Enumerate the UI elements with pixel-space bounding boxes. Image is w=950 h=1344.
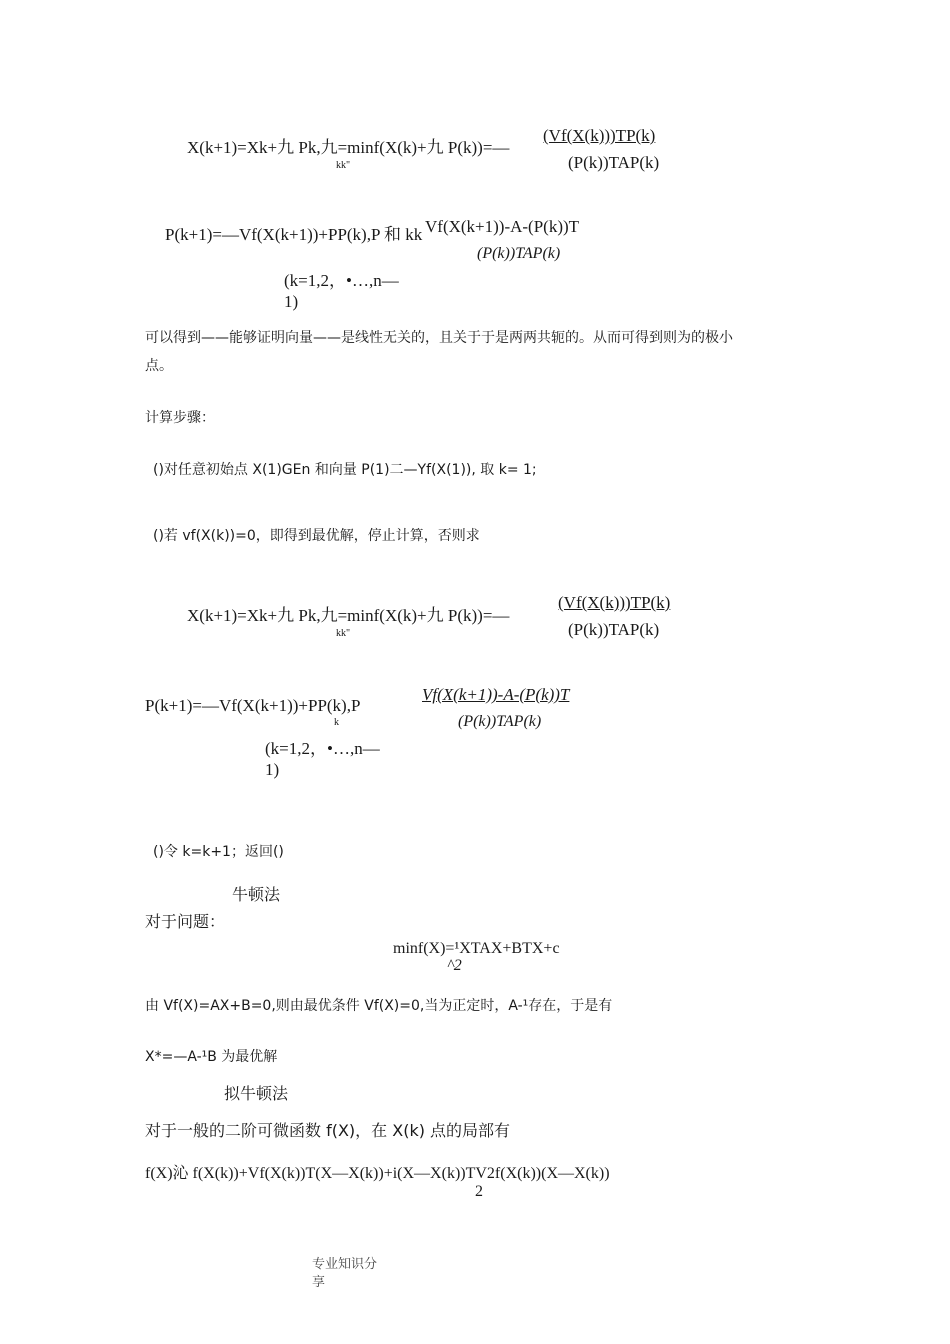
step-1: ()对任意初始点 X(1)GEn 和向量 P(1)二—Yf(X(1)), 取 k= 1; bbox=[153, 462, 537, 478]
equation-x-update-1: X(k+1)=Xk+九 Pk,九=minf(X(k)+九 P(k))=— bbox=[187, 138, 510, 157]
newton-line-1: 由 Vf(X)=AX+B=0,则由最优条件 Vf(X)=0,当为正定时，A-¹存在，于是有 bbox=[145, 998, 613, 1014]
steps-title: 计算步骤： bbox=[145, 410, 215, 426]
equation-x-update-2: X(k+1)=Xk+九 Pk,九=minf(X(k)+九 P(k))=— bbox=[187, 606, 510, 625]
quasi-newton-heading: 拟牛顿法 bbox=[224, 1084, 289, 1103]
problem-intro: 对于问题： bbox=[145, 912, 226, 931]
fraction-denominator-2: (P(k))TAP(k) bbox=[568, 620, 660, 639]
step-2: ()若 vf(X(k))=0，即得到最优解，停止计算，否则求 bbox=[153, 528, 480, 544]
newton-heading: 牛顿法 bbox=[232, 885, 281, 904]
taylor-equation: f(X)沁 f(X(k))+Vf(X(k))T(X—X(k))+i(X—X(k))TV2f(X(k))(X—X(k)) bbox=[145, 1165, 610, 1182]
equation-subscript-2: kk" bbox=[336, 628, 351, 639]
index-range-line-4: 1) bbox=[265, 760, 280, 779]
fraction-numerator-2: (Vf(X(k)))TP(k) bbox=[558, 593, 671, 612]
footer-line-2: 享 bbox=[312, 1275, 326, 1290]
equation-subscript-1: kk" bbox=[336, 160, 351, 171]
p-fraction-numerator-2: Vf(X(k+1))-A-(P(k))T bbox=[422, 685, 570, 704]
fraction-denominator-1: (P(k))TAP(k) bbox=[568, 153, 660, 172]
p-fraction-numerator-1: Vf(X(k+1))-A-(P(k))T bbox=[425, 217, 580, 236]
p-fraction-denominator-1: (P(k))TAP(k) bbox=[477, 245, 561, 262]
p-fraction-denominator-2: (P(k))TAP(k) bbox=[458, 713, 542, 730]
index-range-line-2: 1) bbox=[284, 292, 299, 311]
quasi-intro: 对于一般的二阶可微函数 f(X)，在 X(k) 点的局部有 bbox=[145, 1121, 511, 1140]
equation-p-update-2: P(k+1)=—Vf(X(k+1))+PP(k),P bbox=[145, 696, 361, 715]
problem-equation-sub: ^2 bbox=[447, 957, 462, 974]
newton-line-2: X*=—A-¹B 为最优解 bbox=[145, 1049, 278, 1065]
equation-p-update-1: P(k+1)=—Vf(X(k+1))+PP(k),P 和 kk bbox=[165, 225, 423, 244]
index-range-line-3: (k=1,2，•…,n— bbox=[265, 739, 380, 758]
paragraph-line-1: 可以得到——能够证明向量——是线性无关的，且关于于是两两共轭的。从而可得到则为的极小 bbox=[145, 330, 733, 346]
fraction-numerator-1: (Vf(X(k)))TP(k) bbox=[543, 126, 656, 145]
equation-p-subscript-2: k bbox=[334, 717, 339, 728]
step-3: ()令 k=k+1；返回() bbox=[153, 844, 284, 860]
paragraph-line-2: 点。 bbox=[145, 358, 173, 374]
problem-equation: minf(X)=¹XTAX+BTX+c bbox=[393, 940, 560, 957]
index-range-line-1: (k=1,2，•…,n— bbox=[284, 271, 399, 290]
page-number: 2 bbox=[475, 1183, 483, 1200]
footer-line-1: 专业知识分 bbox=[312, 1257, 378, 1272]
